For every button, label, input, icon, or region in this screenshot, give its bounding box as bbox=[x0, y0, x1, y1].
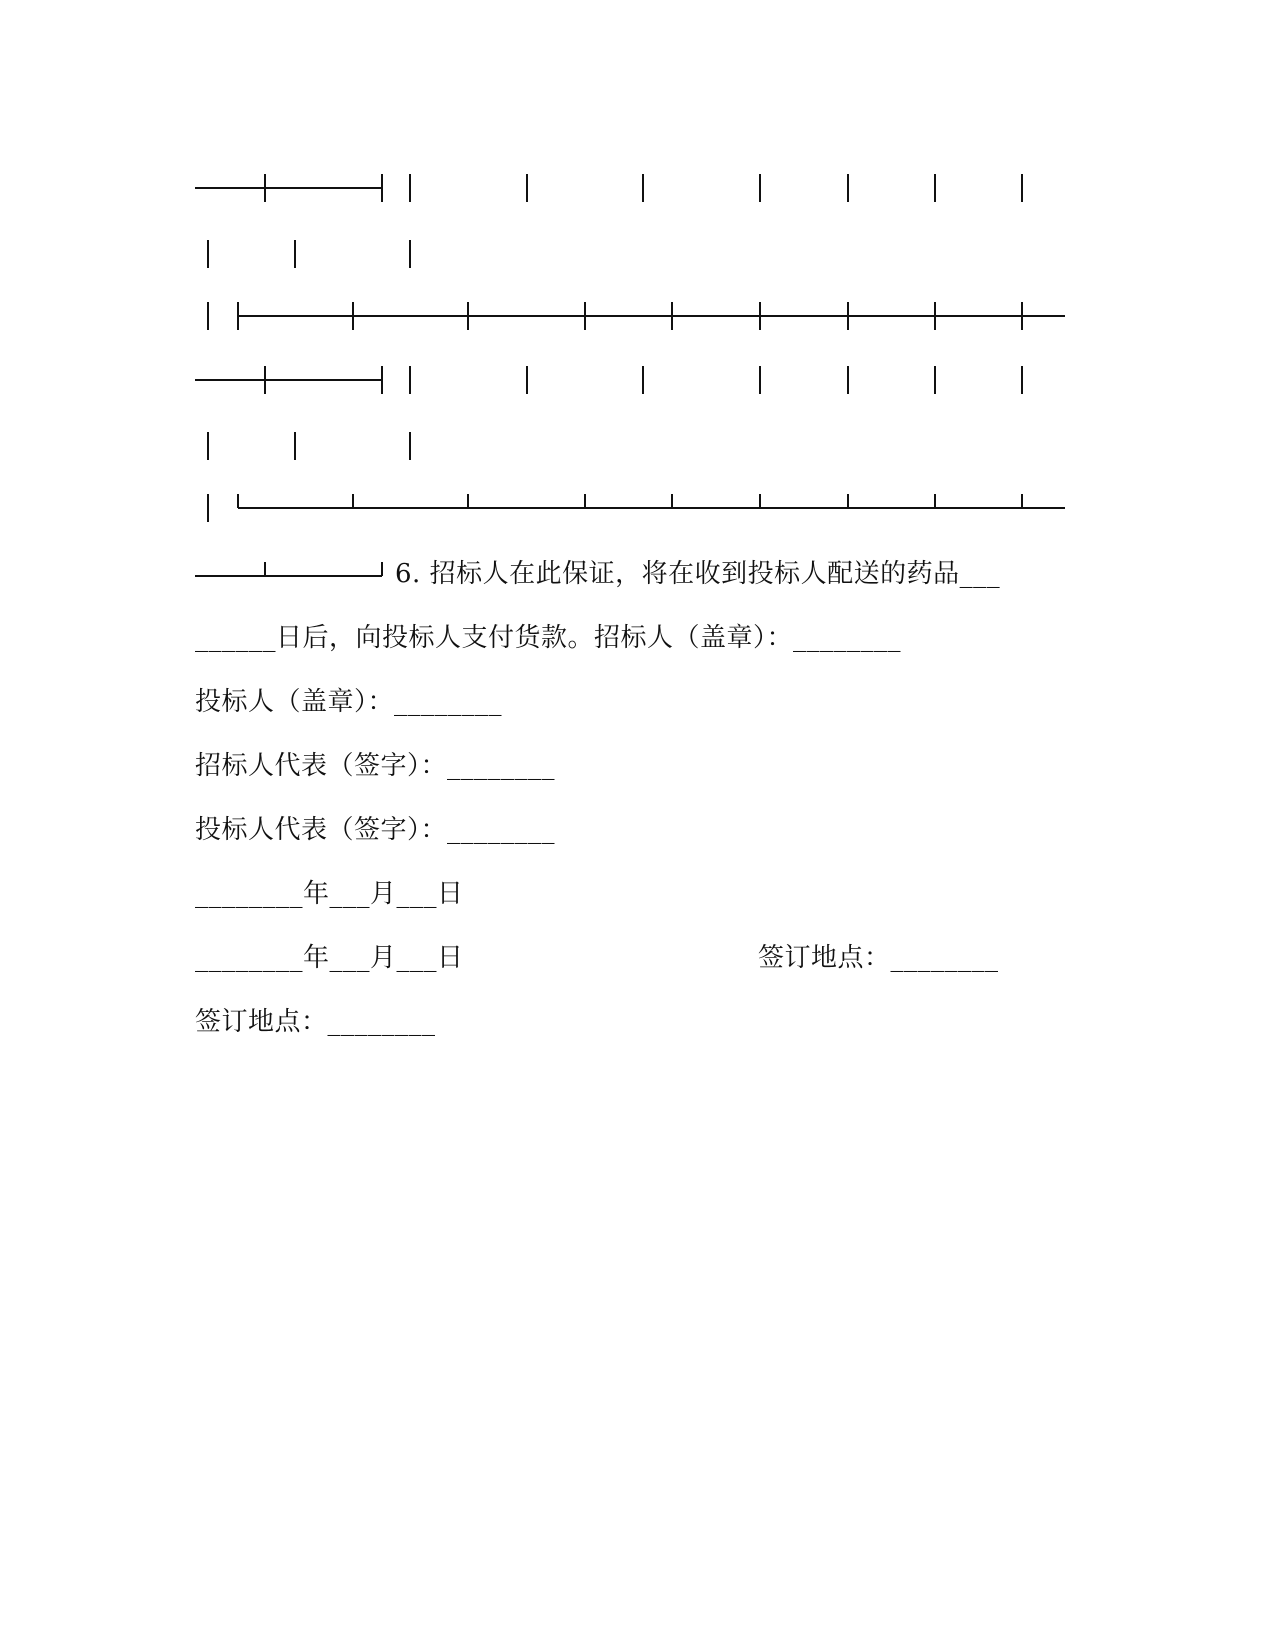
table-rule-graphic bbox=[0, 350, 1275, 414]
clause-6-text-part-1: 6. 招标人在此保证，将在收到投标人配送的药品___ bbox=[395, 559, 1001, 589]
table-border-row-1 bbox=[0, 158, 1275, 222]
date-line-1 bbox=[0, 862, 1275, 926]
table-border-row-2 bbox=[0, 350, 1275, 414]
clause-6-line-1 bbox=[0, 542, 1275, 606]
table-rule-graphic bbox=[0, 158, 1275, 222]
table-rule-graphic bbox=[0, 478, 1275, 542]
date-field-2: ________年___月___日 bbox=[195, 943, 464, 973]
bidder-seal-field: 投标人（盖章）：________ bbox=[195, 687, 503, 717]
bidder-rep-line bbox=[0, 798, 1275, 862]
tenderer-rep-line bbox=[0, 734, 1275, 798]
table-rule-graphic bbox=[0, 414, 1275, 478]
table-rule-graphic bbox=[0, 286, 1275, 350]
clause-6-line-2 bbox=[0, 606, 1275, 670]
table-rule-graphic bbox=[0, 222, 1275, 286]
table-inner-border-row bbox=[0, 286, 1275, 350]
table-bottom-border-row bbox=[0, 478, 1275, 542]
date-line-2 bbox=[0, 926, 1275, 990]
bidder-seal-line bbox=[0, 670, 1275, 734]
table-separator-row-1 bbox=[0, 222, 1275, 286]
table-separator-row-2 bbox=[0, 414, 1275, 478]
clause-6-text-part-2: ______日后，向投标人支付货款。招标人（盖章）：________ bbox=[195, 623, 902, 653]
date-field-1: ________年___月___日 bbox=[195, 879, 464, 909]
signing-place-field-left: 签订地点：________ bbox=[195, 1007, 436, 1037]
signing-place-field-right: 签订地点：________ bbox=[758, 943, 999, 973]
bidder-rep-signature-field: 投标人代表（签字）：________ bbox=[195, 815, 556, 845]
tenderer-rep-signature-field: 招标人代表（签字）：________ bbox=[195, 751, 556, 781]
signing-place-line bbox=[0, 990, 1275, 1054]
